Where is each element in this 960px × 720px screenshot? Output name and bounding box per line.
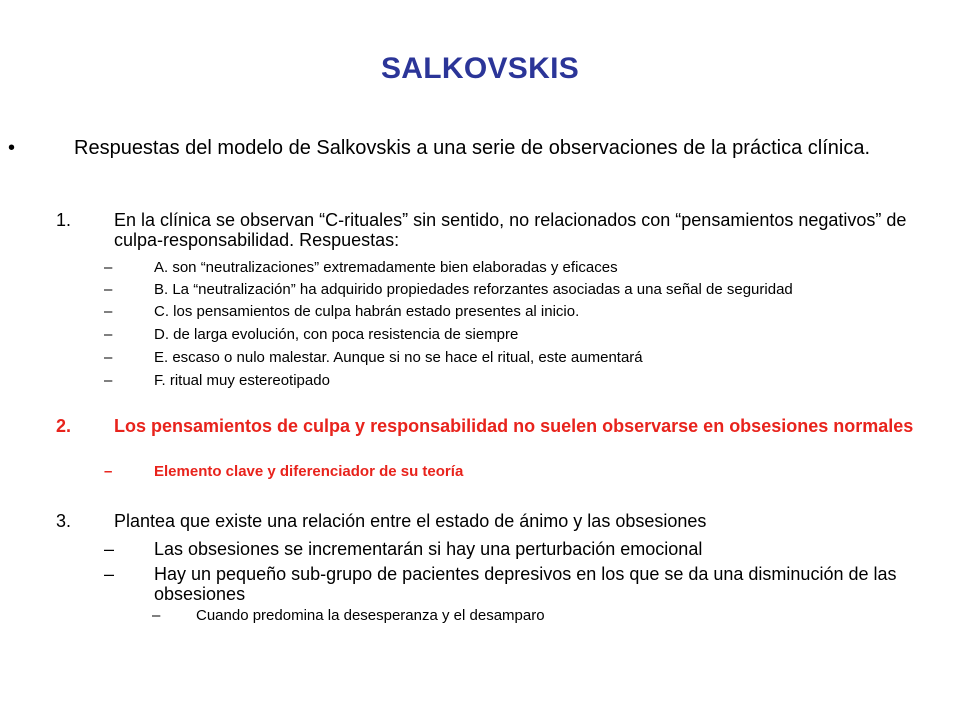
main-bullet-text: Respuestas del modelo de Salkovskis a una serie de observaciones de la práctica clínica. bbox=[74, 137, 870, 159]
slide-title: SALKOVSKIS bbox=[380, 52, 580, 85]
list-item-text: B. La “neutralización” ha adquirido propiedades reforzantes asociadas a una señal de seguridad bbox=[154, 281, 793, 298]
dash-marker: – bbox=[104, 349, 113, 366]
dash-marker: – bbox=[104, 259, 113, 276]
item-number: 2. bbox=[56, 416, 72, 436]
dash-marker: – bbox=[104, 303, 113, 320]
list-item bbox=[104, 303, 954, 321]
list-item-text: Las obsesiones se incrementarán si hay una perturbación emocional bbox=[154, 539, 703, 559]
numbered-item-3 bbox=[56, 511, 948, 531]
sub-list-item bbox=[152, 607, 912, 625]
dash-marker: – bbox=[104, 564, 115, 584]
list-item bbox=[104, 349, 954, 367]
item-number: 1. bbox=[56, 210, 72, 230]
dash-marker: – bbox=[104, 539, 115, 559]
item-text: Los pensamientos de culpa y responsabilidad no suelen observarse en obsesiones normales bbox=[114, 416, 914, 436]
list-item bbox=[104, 463, 954, 481]
item-text: Plantea que existe una relación entre el estado de ánimo y las obsesiones bbox=[114, 511, 707, 531]
list-item bbox=[104, 326, 954, 344]
list-item-text: D. de larga evolución, con poca resistencia de siempre bbox=[154, 326, 519, 343]
list-item bbox=[104, 372, 954, 390]
dash-marker: – bbox=[152, 607, 161, 624]
numbered-item-2 bbox=[56, 416, 948, 436]
dash-marker: – bbox=[104, 281, 113, 298]
list-item bbox=[104, 259, 954, 277]
sub-list-item-text: Cuando predomina la desesperanza y el desamparo bbox=[196, 607, 545, 624]
list-item-text: E. escaso o nulo malestar. Aunque si no se hace el ritual, este aumentará bbox=[154, 349, 643, 366]
main-bullet bbox=[8, 136, 948, 160]
dash-marker: – bbox=[104, 326, 113, 343]
list-item-text: Elemento clave y diferenciador de su teoría bbox=[154, 463, 464, 480]
item-number: 3. bbox=[56, 511, 72, 531]
dash-marker: – bbox=[104, 372, 113, 389]
numbered-item-1 bbox=[56, 210, 948, 250]
dash-marker: – bbox=[104, 463, 113, 480]
bullet-marker: • bbox=[8, 137, 16, 159]
list-item-text: A. son “neutralizaciones” extremadamente bien elaboradas y eficaces bbox=[154, 259, 618, 276]
list-item bbox=[104, 539, 924, 559]
item-text: En la clínica se observan “C-rituales” sin sentido, no relacionados con “pensamientos negativos” de culpa-responsabilidad. Respuestas: bbox=[114, 210, 907, 250]
list-item-text: Hay un pequeño sub-grupo de pacientes depresivos en los que se da una disminución de las obsesiones bbox=[154, 564, 897, 604]
list-item bbox=[104, 281, 954, 299]
list-item-text: C. los pensamientos de culpa habrán estado presentes al inicio. bbox=[154, 303, 580, 320]
list-item-text: F. ritual muy estereotipado bbox=[154, 372, 330, 389]
list-item bbox=[104, 564, 924, 604]
